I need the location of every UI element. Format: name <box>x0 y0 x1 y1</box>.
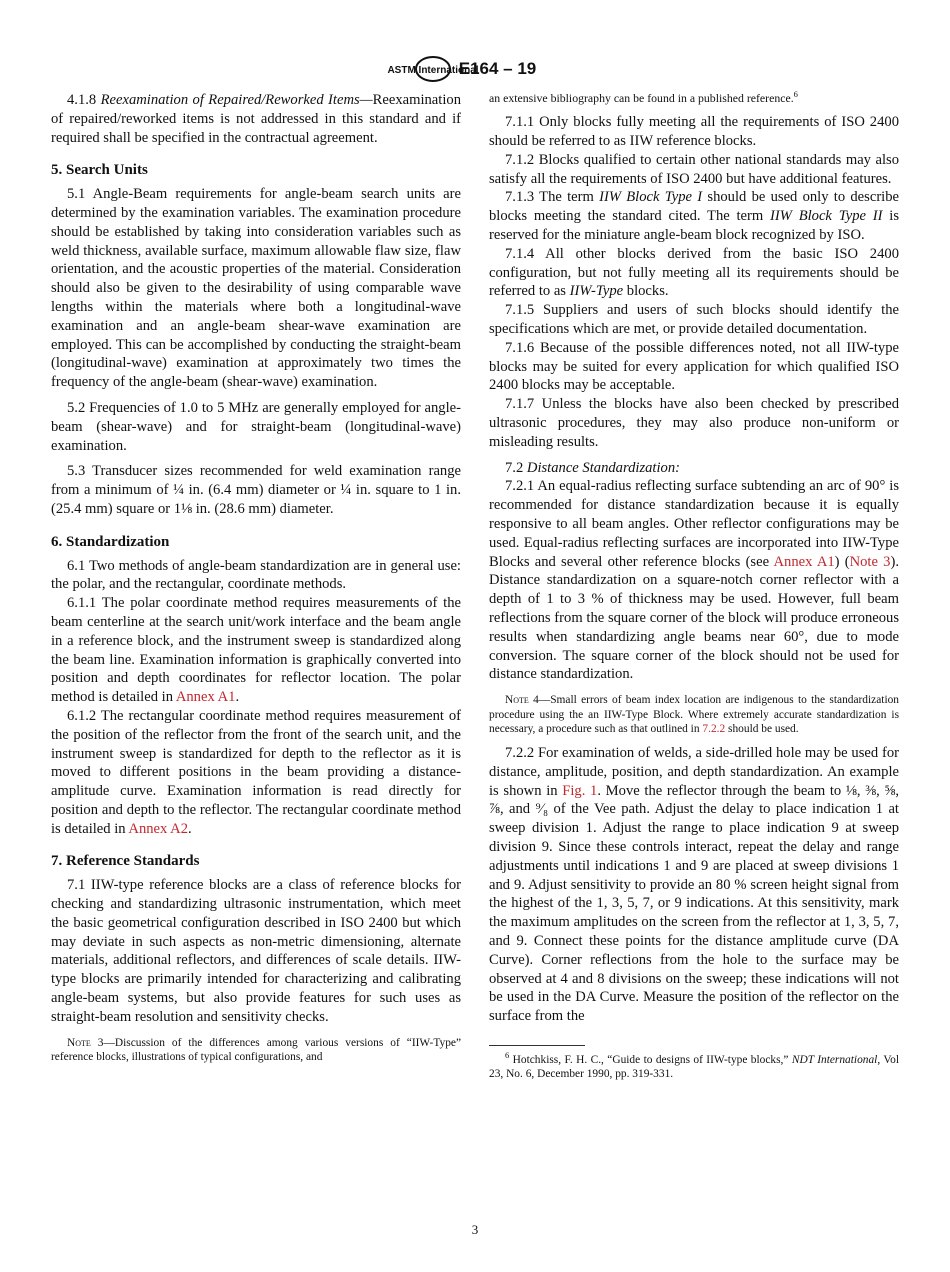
note-3: Note 3—Discussion of the differences among various versions of “IIW-Type” reference blocks, illustrations of typical configurations, and <box>51 1036 461 1063</box>
logo-lettering: ASTM International <box>387 65 479 76</box>
section-5-heading: 5. Search Units <box>51 162 148 179</box>
paragraph-7-2: 7.2 Distance Standardization: <box>505 459 680 476</box>
paragraph-7-1-3: 7.1.3 The term IIW Block Type I should be used only to describe blocks meeting the standard cited. The term IIW Block Type II is reserved for the miniature angle-beam block recognized by ISO. <box>489 189 900 244</box>
paragraph-5-2: 5.2 Frequencies of 1.0 to 5 MHz are generally employed for angle-beam (shear-wave) and for straight-beam (longitudinal-wave) examination. <box>51 399 461 454</box>
note-3-link[interactable]: Note 3 <box>849 553 891 570</box>
paragraph-7-1-1: 7.1.1 Only blocks fully meeting all the requirements of ISO 2400 should be referred to as IIW reference blocks. <box>489 114 899 150</box>
fig-1-link[interactable]: Fig. 1 <box>562 782 598 799</box>
paragraph-7-1-4: 7.1.4 All other blocks derived from the basic ISO 2400 configuration, but not fully meeting all its requirements should be referred to as IIW-Type blocks. <box>489 245 899 300</box>
annex-a1-link[interactable]: Annex A1 <box>175 689 236 706</box>
paragraph-7-1-2: 7.1.2 Blocks qualified to certain other national standards may also satisfy all the requirements of ISO 2400 but have additional features. <box>489 151 899 187</box>
paragraph-6-1: 6.1 Two methods of angle-beam standardization are in general use: the polar, and the rectangular, coordinate methods. <box>51 557 461 593</box>
paragraph-4-1-8: 4.1.8 Reexamination of Repaired/Reworked Items—Reexamination of repaired/reworked items is not addressed in this standard and if required shall be specified in the contractual agreement. <box>51 92 461 146</box>
footnote-ref-6[interactable]: 6 <box>793 89 798 100</box>
page-header <box>0 54 950 84</box>
paragraph-7-1-6: 7.1.6 Because of the possible differences noted, not all IIW-type blocks may be suited for every application for which qualified ISO 2400 blocks may be acceptable. <box>489 339 899 394</box>
paragraph-6-1-2: 6.1.2 The rectangular coordinate method requires measurement of the position of the reflector from the front of the search unit, and the instrument sweep is standardized for depth to the reflector as it is moved to different positions in the beam providing a distance-amplitude curve. Examination information is read directly for position and depth to the reflector. The rectangular coordinate method is detailed in Annex A2. <box>51 707 461 837</box>
footnote-6: $^6$ Hotchkiss, F. H. C., “Guide to designs of IIW-type blocks,” NDT International, Vol 23, No. 6, December 1990, pp. 319-331. <box>489 1050 900 1081</box>
note-4: Note 4—Small errors of beam index location are indigenous to the standardization procedure using the an IIW-Type Block. Where extremely accurate standardization is necessary, a procedure such as that outlined in 7.2.2 should be used. <box>489 694 900 735</box>
page-number: 3 <box>471 1222 479 1237</box>
annex-a1-link-2[interactable]: Annex A1 <box>773 553 835 570</box>
paragraph-6-1-1: 6.1.1 The polar coordinate method requires measurements of the beam centerline at the search unit/work interface and the beam angle in a reference block, and the instrument sweep is standardized along the beam line. Examination information is graphically converted into position and depth coordinates for reflector location. The polar method is detailed in Annex A1. <box>51 595 461 706</box>
paragraph-7-2-2: 7.2.2 For examination of welds, a side-drilled hole may be used for distance, amplitude, position, and depth standardization. An example is shown in Fig. 1. Move the reflector through the beam to ⅛, ⅜, ⅝, ⅞, and ⁹⁄₈ of the Vee path. Adjust the delay to place indication 1 at sweep division 1. Adjust the range to place indication 9 at sweep division 9. Since these controls interact, repeat the delay and range adjustments until indications 1 and 9 are placed at sweep divisions 1 and 9. Adjust sensitivity to provide an 80 % screen height signal from the highest of the 1, 3, 5, 7, or 9 indications. At this sensitivity, mark the maximum amplitudes on the screen from the reflector at 1, 3, 5, 7, and 9. Connect these points for the distance amplitude curve (DA Curve). Corner reflections from the hole to the surface may be observed at 4 and 8 divisions on the sweep; these indications will not be used in the DA Curve. Measure the position of the reflector on the surface from the <box>489 745 900 1025</box>
astm-logo-icon <box>387 55 479 83</box>
paragraph-7-1-5: 7.1.5 Suppliers and users of such blocks should identify the specifications which are met, or provide detailed documentation. <box>489 302 899 338</box>
reexamination-title: Reexamination of Repaired/Reworked Items— <box>100 92 373 108</box>
right-column <box>489 91 899 1082</box>
footnote-divider <box>489 1045 585 1046</box>
section-7-heading: 7. Reference Standards <box>51 853 200 870</box>
document-id: E164 – 19 <box>458 59 537 78</box>
note-3-continued: an extensive bibliography can be found in a published reference.$^6$ <box>489 89 798 105</box>
paragraph-5-3: 5.3 Transducer sizes recommended for weld examination range from a minimum of ¼ in. (6.4 mm) diameter or ¼ in. square to 1 in. (25.4 mm) square or 1⅛ in. (28.6 mm) diameter. <box>51 463 461 517</box>
section-7-2-2-link[interactable]: 7.2.2 <box>702 722 726 735</box>
paragraph-7-1-7: 7.1.7 Unless the blocks have also been checked by prescribed ultrasonic procedures, they may also produce non-uniform or misleading results. <box>489 396 899 450</box>
section-6-heading: 6. Standardization <box>51 533 170 550</box>
annex-a2-link[interactable]: Annex A2 <box>128 820 189 837</box>
paragraph-7-2-1: 7.2.1 An equal-radius reflecting surface subtending an arc of 90° is recommended for distance standardization because it is equally responsive to all beam angles. Other reflector configurations may be used. Equal-radius reflecting surfaces are incorporated into IIW-Type Blocks and several other reference blocks (see Annex A1) (Note 3). Distance standardization on a square-notch corner reflector with a depth of 1 to 3 % of thickness may be used. However, full beam reflections from the square corner of the block will produce erroneous results when standardizing angle beams near 60°, due to mode conversion. The square corner of the block should not be used for distance standardization. <box>489 478 899 683</box>
paragraph-5-1: 5.1 Angle-Beam requirements for angle-beam search units are determined by the examination variables. The examination procedure should be established by taking into consideration variables such as weld thickness, available surface, maximum allowable flaw size, flaw orientation, and the acoustic properties of the material. Consideration should also be given to the desirability of using comparable wave lengths within the materials where both a longitudinal-wave examination and an angle-beam shear-wave examination are employed. This can be accomplished by conducting the straight-beam (longitudinal-wave) examination at approximately two times the frequency of the angle-beam (shear-wave) examination. <box>51 186 461 391</box>
left-column <box>51 91 461 1072</box>
paragraph-7-1: 7.1 IIW-type reference blocks are a class of reference blocks for checking and standardizing ultrasonic instrumentation, which meet the basic geometrical configuration described in ISO 2400 but which may deviate in such aspects as non-metric dimensioning, alternate materials, additional reflectors, and differences of scale details. IIW-type blocks are primarily intended for characterizing and calibrating angle-beam systems, but also provide features for such uses as straight-beam resolution and sensitivity checks. <box>51 877 461 1025</box>
